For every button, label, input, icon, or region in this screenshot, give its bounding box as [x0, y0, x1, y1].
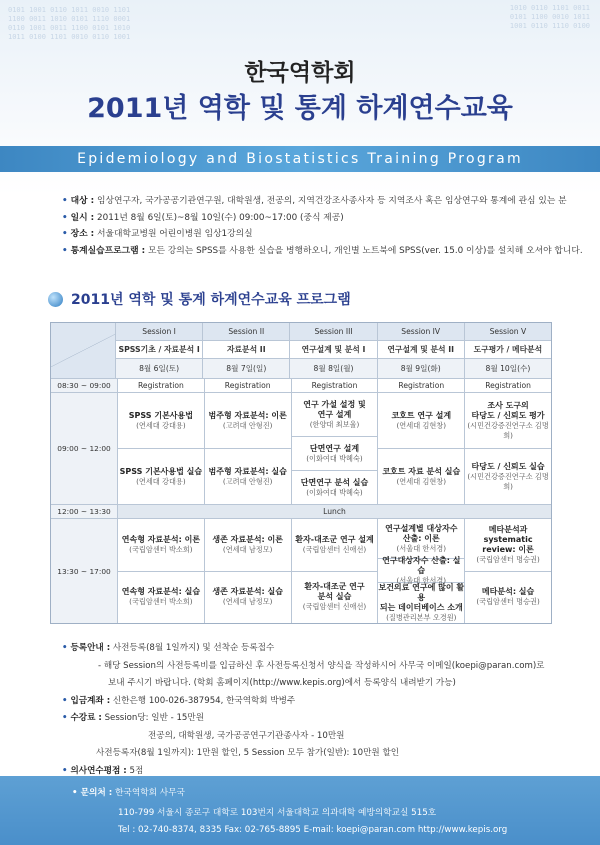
session-date: 8월 8일(월) — [290, 359, 377, 378]
morning-s4 — [378, 393, 465, 504]
fee-line-2: 전공의, 대학원생, 국가공공연구기관종사자 - 10만원 — [148, 730, 345, 741]
lecture-cell: 단면연구 분석 실습 (이화여대 박혜숙) — [300, 477, 369, 497]
registration-info — [62, 640, 582, 780]
lecture-cell: 조사 도구의 타당도 / 신뢰도 평가 (시민건강증진연구소 김명희) — [465, 393, 551, 449]
morning-s2 — [205, 393, 292, 504]
lecture-cell: 메타분석: 실습 (국립암센터 명승권) — [476, 587, 540, 607]
registration-cell: Registration — [205, 379, 292, 392]
circle-bullet-icon — [48, 292, 63, 307]
event-info-list — [62, 193, 592, 259]
lecture-cell: 환자-대조군 연구 설계 (국립암센터 신애선) — [292, 519, 378, 572]
fee-line-3: 사전등록자(8월 1일까지): 1만원 할인, 5 Session 모두 참가(일반): 10만원 할인 — [96, 748, 400, 758]
lunch-row — [51, 505, 551, 519]
reg-note: 보내 주시기 바랍니다. (학회 홈페이지(http://www.kepis.org)에서 등록양식 내려받기 가능) — [108, 678, 456, 688]
lecture-cell: 범주형 자료분석: 이론 (고려대 안형진) — [205, 393, 291, 449]
lecture-cell: 보건의료 연구에 많이 활용 되는 데이터베이스 소개 (질병관리본부 오경원) — [378, 583, 465, 622]
lecture-cell: 연속형 자료분석: 실습 (국립암센터 박소희) — [121, 587, 201, 607]
morning-s3 — [292, 393, 379, 504]
reg-note: - 해당 Session의 사전등록비를 입금하신 후 사전등록신청서 양식을 작성하시어 사무국 이메일(koepi@paran.com)로 — [98, 660, 545, 671]
session-header: Session V — [465, 323, 551, 340]
lecture-cell: 단면연구 설계 (이화여대 박혜숙) — [292, 437, 378, 471]
lecture-cell: 타당도 / 신뢰도 실습 (시민건강증진연구소 김명희) — [467, 461, 549, 491]
lecture-cell: 생존 자료분석: 이론 (연세대 남정모) — [205, 519, 291, 572]
session-header: Session I — [116, 323, 203, 340]
session-date: 8월 9일(화) — [378, 359, 465, 378]
time-slot: 13:30 ~ 17:00 — [51, 519, 118, 623]
table-corner-cell — [51, 323, 115, 378]
address-line: 110-799 서울시 종로구 대학로 103번지 서울대학교 의과대학 예방의학교실 515호 — [118, 808, 437, 818]
session-date: 8월 7일(일) — [203, 359, 290, 378]
session-topic: 자료분석 II — [203, 341, 290, 359]
schedule-table — [50, 322, 552, 624]
reg-line: • 등록안내 : 사전등록(8월 1일까지) 및 선착순 등록접수 — [62, 643, 275, 653]
contact-line: • 문의처 : 한국역학회 사무국 — [72, 788, 185, 798]
morning-s1 — [118, 393, 205, 504]
session-topic: 연구설계 및 분석 II — [378, 341, 465, 359]
time-slot: 09:00 ~ 12:00 — [51, 393, 118, 504]
binary-pattern-decoration-right: 1010 0110 1101 0011 0101 1100 0010 1011 1001 0110 1110 0100 — [509, 4, 590, 30]
session-topics-row — [116, 341, 551, 360]
lecture-cell: SPSS 기본사용법 (연세대 강대용) — [118, 393, 204, 449]
session-dates-row — [116, 359, 551, 378]
morning-s5 — [465, 393, 551, 504]
program-section-heading: 2011년 역학 및 통계 하계연수교육 프로그램 — [48, 289, 351, 309]
session-topic: SPSS기초 / 자료분석 I — [116, 341, 203, 359]
lecture-cell: 연속형 자료분석: 이론 (국립암센터 박소희) — [118, 519, 204, 572]
time-slot: 12:00 ~ 13:30 — [51, 505, 118, 518]
registration-cell: Registration — [378, 379, 465, 392]
lecture-cell: 연구대상자수 산출: 실습 (서울대 한서경) — [378, 559, 464, 583]
lecture-cell: 코호트 연구 설계 (연세대 김현창) — [378, 393, 464, 449]
info-place: • 장소 : 서울대학교병원 어린이병원 임상1강의실 — [62, 229, 253, 240]
lecture-cell: 범주형 자료분석: 실습 (고려대 안형진) — [208, 466, 287, 486]
lecture-cell: SPSS 기본사용법 실습 (연세대 강대용) — [119, 466, 203, 486]
info-date: • 일시 : 2011년 8월 6일(토)~8월 10일(수) 09:00~17:00 (중식 제공) — [62, 212, 344, 223]
session-topic: 도구평가 / 메타분석 — [465, 341, 551, 359]
english-title-band: Epidemiology and Biostatistics Training Program — [0, 146, 600, 172]
lecture-cell: 연구설계별 대상자수 산출: 이론 (서울대 한서경) — [378, 519, 464, 559]
lecture-cell: 메타분석과 systematic review: 이론 (국립암센터 명승권) — [465, 519, 551, 572]
fee-line: • 수강료 : Session당: 일반 - 15만원 — [62, 713, 205, 723]
afternoon-s3 — [292, 519, 379, 623]
registration-cell: Registration — [292, 379, 379, 392]
afternoon-s4 — [378, 519, 465, 623]
lecture-cell: 코호트 자료 분석 실습 (연세대 김현창) — [382, 466, 461, 486]
session-topic: 연구설계 및 분석 I — [290, 341, 377, 359]
session-date: 8월 6일(토) — [116, 359, 203, 378]
info-stats-program: • 통계실습프로그램 : 모든 강의는 SPSS를 사용한 실습을 병행하오니, 개인별 노트북에 SPSS(ver. 15.0 이상)를 설치해 오셔야 합니다. — [62, 245, 583, 256]
morning-row — [51, 393, 551, 505]
binary-pattern-decoration: 0101 1001 0110 1011 0010 1101 1100 0011 1010 0101 1110 0001 0110 1001 0011 1100 0101 1010 1011 0100 1101 0010 0110 1001 — [8, 6, 131, 41]
session-header: Session II — [203, 323, 290, 340]
info-target: • 대상 : 임상연구자, 국가공공기관연구원, 대학원생, 전공의, 지역건강조사종사자 등 지역조사 혹은 임상연구와 통계에 관심 있는 분 — [62, 196, 567, 206]
lecture-cell: 생존 자료분석: 실습 (연세대 남정모) — [212, 587, 283, 607]
registration-row — [51, 379, 551, 393]
account-line: • 입금계좌 : 신한은행 100-026-387954, 한국역학회 박병주 — [62, 695, 296, 706]
lecture-cell: 환자-대조군 연구 분석 실습 (국립암센터 신애선) — [302, 582, 367, 612]
credit-line: • 의사연수평점 : 5점 — [62, 765, 144, 776]
session-header: Session III — [290, 323, 377, 340]
afternoon-row — [51, 519, 551, 623]
lecture-cell: 연구 가설 설정 및 연구 설계 (한양대 최보율) — [292, 393, 378, 437]
afternoon-s5 — [465, 519, 551, 623]
session-names-row — [116, 323, 551, 341]
tel-fax-line: Tel : 02-740-8374, 8335 Fax: 02-765-8895 E-mail: koepi@paran.com http://www.kepis.org — [118, 825, 508, 835]
page-title: 2011년 역학 및 통계 하계연수교육 — [87, 93, 513, 124]
registration-cell: Registration — [485, 381, 531, 390]
afternoon-s1 — [118, 519, 205, 623]
registration-cell: Registration — [118, 379, 205, 392]
session-date: 8월 10일(수) — [465, 359, 551, 378]
time-slot: 08:30 ~ 09:00 — [51, 379, 118, 392]
org-name: 한국역학회 — [244, 60, 356, 86]
afternoon-s2 — [205, 519, 292, 623]
session-header: Session IV — [378, 323, 465, 340]
footer-contact — [0, 776, 600, 845]
schedule-header — [51, 323, 551, 379]
lunch-cell: Lunch — [118, 505, 551, 518]
